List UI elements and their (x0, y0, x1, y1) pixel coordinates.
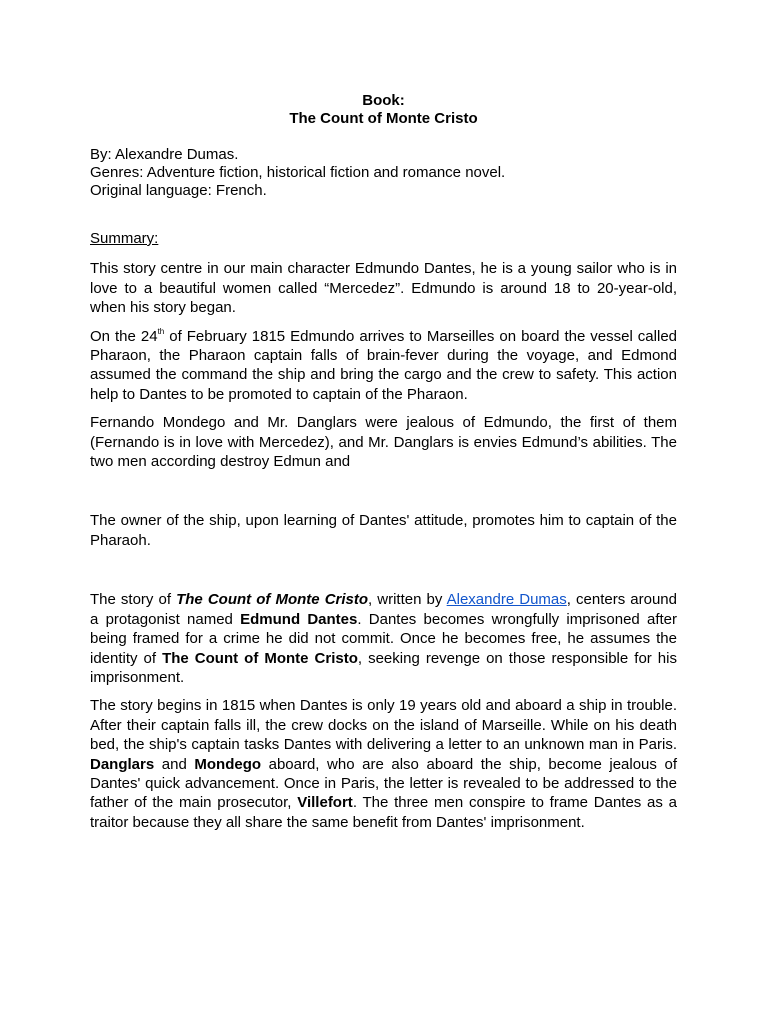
p2-text-a: On the 24 (90, 327, 158, 345)
title-block (90, 92, 677, 128)
summary-paragraph-2 (90, 327, 677, 405)
p6-name-villefort: Villefort (297, 794, 353, 812)
author-line: By: Alexandre Dumas. (90, 146, 239, 163)
book-label: Book: (362, 92, 405, 109)
p6-text-e: aboard, who are also aboard the ship, become jealous of Dantes' quick advancement. Once in Paris, the letter is revealed to be addressed to the father of the main prosecutor, (90, 755, 677, 812)
p5-text-f: . Dantes becomes wrongfully imprisoned after being framed for a crime he did not commit. Once he becomes free, he assumes the identity of (90, 610, 677, 667)
p5-text-c: , written by (368, 591, 447, 609)
summary-paragraph-3: Fernando Mondego and Mr. Danglars were jealous of Edmundo, the first of them (Fernando is in love with Mercedez), and Mr. Danglars is envies Edmund’s abilities. The two men according destroy Edmun and (90, 414, 677, 471)
summary-paragraph-5 (90, 590, 677, 687)
p5-identity-title: The Count of Monte Cristo (162, 649, 358, 667)
author-link[interactable]: Alexandre Dumas (446, 591, 567, 609)
p5-text-h: , seeking revenge on those responsible for his imprisonment. (90, 649, 677, 686)
p6-text-c: and (154, 755, 195, 773)
genres-line: Genres: Adventure fiction, historical fiction and romance novel. (90, 164, 506, 181)
summary-heading: Summary: (90, 230, 159, 247)
summary-paragraph-6 (90, 696, 677, 832)
p5-text-d: , centers around a protagonist named (90, 591, 677, 628)
summary-paragraph-4: The owner of the ship, upon learning of Dantes' attitude, promotes him to captain of the Pharaoh. (90, 512, 677, 549)
p2-superscript: th (157, 326, 165, 336)
p5-book-title: The Count of Monte Cristo (176, 591, 369, 609)
p6-text-g: . The three men conspire to frame Dantes as a traitor because they all share the same benefit from Dantes' imprisonment. (90, 794, 677, 831)
p6-name-danglars: Danglars (90, 755, 155, 773)
p6-text-a: The story begins in 1815 when Dantes is only 19 years old and aboard a ship in trouble. After their captain falls ill, the crew docks on the island of Marseille. While on his death bed, the ship's captain tasks Dantes with delivering a letter to an unknown man in Paris. (90, 697, 677, 754)
book-title: The Count of Monte Cristo (289, 110, 478, 127)
book-meta (90, 146, 677, 200)
p5-text-a: The story of (90, 591, 177, 609)
language-line: Original language: French. (90, 182, 267, 199)
p5-protagonist-name: Edmund Dantes (240, 610, 358, 628)
p6-name-mondego: Mondego (194, 755, 262, 773)
summary-paragraph-1: This story centre in our main character Edmundo Dantes, he is a young sailor who is in love to a beautiful women called “Mercedez”. Edmundo is around 18 to 20-year-old, when his story began. (90, 260, 677, 317)
p2-text-b: of February 1815 Edmundo arrives to Marseilles on board the vessel called Pharaon, the Pharaon captain falls of brain-fever during the voyage, and Edmond assumed the command the ship and bring the cargo and the crew to safety. This action help to Dantes to be promoted to captain of the Pharaon. (90, 327, 678, 403)
